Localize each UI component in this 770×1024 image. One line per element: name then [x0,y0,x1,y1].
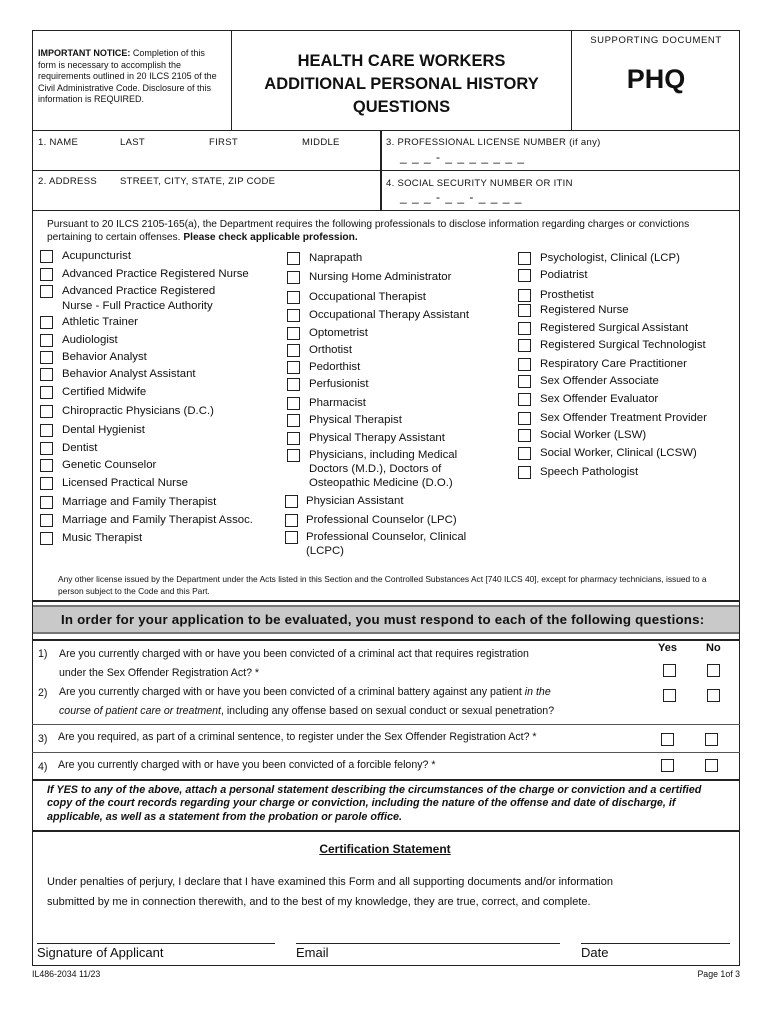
checkbox[interactable] [40,496,53,509]
question-number: 4) [38,761,48,773]
checkbox[interactable] [518,252,531,265]
checkbox[interactable] [40,386,53,399]
q3-no-checkbox[interactable] [705,733,718,746]
important-notice [32,30,232,131]
license-number-label: 3. PROFESSIONAL LICENSE NUMBER (if any) [386,137,601,148]
checkbox[interactable] [40,514,53,527]
profession-label: Licensed Practical Nurse [62,477,188,489]
supporting-document-label: SUPPORTING DOCUMENT [590,35,722,46]
form-title [232,30,572,131]
checkbox[interactable] [287,414,300,427]
profession-label: Advanced Practice Registered [62,285,216,297]
question-divider [32,752,740,753]
profession-label: Naprapath [309,252,363,264]
if-yes-instructions [47,784,727,824]
question-text: under the Sex Offender Registration Act? * [59,667,260,679]
profession-label: Sex Offender Evaluator [540,393,659,405]
checkbox[interactable] [287,309,300,322]
checkbox[interactable] [40,532,53,545]
checkbox[interactable] [518,339,531,352]
email-line[interactable] [296,943,560,944]
profession-label: Acupuncturist [62,250,132,262]
certification-line: submitted by me in connection therewith, and to the best of my knowledge, they are true, correct, and complete. [47,896,591,908]
profession-label: Dental Hygienist [62,424,145,436]
profession-label: Psychologist, Clinical (LCP) [540,252,680,264]
profession-label: Social Worker (LSW) [540,429,647,441]
form-id: IL486-2034 11/23 [32,969,101,979]
checkbox[interactable] [518,358,531,371]
profession-label: Athletic Trainer [62,316,138,328]
date-label: Date [581,945,609,960]
q4-yes-checkbox[interactable] [661,759,674,772]
signature-label: Signature of Applicant [37,945,164,960]
section-divider [32,779,740,781]
title-line-1: HEALTH CARE WORKERS [297,52,506,70]
profession-label: Professional Counselor, Clinical [306,531,467,543]
address-label: 2. ADDRESS [38,176,97,187]
profession-label: Physical Therapist [309,414,402,426]
profession-label: Orthotist [309,344,353,356]
field-divider [380,131,382,171]
checkbox[interactable] [518,447,531,460]
if-yes-emphasis: YES [56,784,79,796]
question-number: 3) [38,733,48,745]
profession-label: Social Worker, Clinical (LCSW) [540,447,697,459]
checkbox[interactable] [287,432,300,445]
profession-label: Professional Counselor (LPC) [306,514,457,526]
checkbox[interactable] [518,289,531,302]
checkbox[interactable] [40,316,53,329]
checkbox[interactable] [40,424,53,437]
title-line-2: ADDITIONAL PERSONAL HISTORY [264,75,539,93]
title-line-3: QUESTIONS [352,98,451,116]
certification-title: Certification Statement [319,842,451,856]
profession-label: Prosthetist [540,289,594,301]
checkbox[interactable] [518,322,531,335]
question-number: 2) [38,687,48,699]
notice-heading: IMPORTANT NOTICE: [38,48,131,58]
ssn-field[interactable]: _ _ _ - _ _ - _ _ _ _ [400,190,523,204]
profession-label: Perfusionist [309,378,369,390]
date-line[interactable] [581,943,730,944]
profession-label: Sex Offender Treatment Provider [540,412,707,424]
profession-label: Audiologist [62,334,118,346]
checkbox[interactable] [40,250,53,263]
questions-header: In order for your application to be evaluated, you must respond to each of the following questions: [33,605,739,634]
profession-label: Physicians, including Medical [309,449,458,461]
profession-label: Chiropractic Physicians (D.C.) [62,405,214,417]
first-name-label: FIRST [209,137,238,148]
profession-label: Behavior Analyst [62,351,147,363]
question-4: Are you currently charged with or have you been convicted of a forcible felony? * [58,759,436,771]
profession-label: Marriage and Family Therapist [62,496,217,508]
checkbox[interactable] [518,393,531,406]
q2-yes-checkbox[interactable] [663,689,676,702]
checkbox[interactable] [518,304,531,317]
checkbox[interactable] [40,351,53,364]
intro-instruction: Please check applicable profession. [183,232,358,243]
address-parts-label: STREET, CITY, STATE, ZIP CODE [120,176,276,187]
certification-line: Under penalties of perjury, I declare that I have examined this Form and all supporting documents and/or information [47,876,613,888]
middle-name-label: MIDDLE [302,137,340,148]
checkbox[interactable] [40,334,53,347]
profession-label: Registered Surgical Technologist [540,339,706,351]
email-label: Email [296,945,329,960]
certification-statement [47,872,727,912]
other-license-note: Any other license issued by the Department under the Acts listed in this Section and the Controlled Substances Act [740 ILCS 40], except for pharmacy technicians, issued to a person subject to the Code and this Part. [58,574,707,596]
question-number: 1) [38,648,48,660]
if-yes-text: to any of the above, attach a personal statement describing the circumstances of the charge or conviction and a certified copy of the court records regarding your charge or conviction, including the nature of the offense and date of discharge, if applicable, as well as a statement from the probation or parole office. [47,784,702,823]
profession-label: Respiratory Care Practitioner [540,358,687,370]
q1-no-checkbox[interactable] [707,664,720,677]
profession-label: Marriage and Family Therapist Assoc. [62,514,253,526]
question-text-italic: course of patient care or treatment [59,705,221,717]
yes-column-label: Yes [658,642,677,654]
profession-label: Behavior Analyst Assistant [62,368,196,380]
checkbox[interactable] [40,285,53,298]
question-text: , including any offense based on sexual conduct or sexual penetration? [220,705,555,717]
checkbox[interactable] [287,252,300,265]
profession-label: Pedorthist [309,361,361,373]
q1-yes-checkbox[interactable] [663,664,676,677]
last-name-label: LAST [120,137,145,148]
checkbox[interactable] [518,412,531,425]
q4-no-checkbox[interactable] [705,759,718,772]
intro-text: Pursuant to 20 ILCS 2105-165(a), the Department requires the following professionals to disclose information regarding charges or convictions pertaining to certain offenses. [47,219,690,243]
profession-intro [47,218,732,244]
checkbox[interactable] [287,397,300,410]
checkbox[interactable] [285,514,298,527]
checkbox[interactable] [518,375,531,388]
section-divider [32,830,740,832]
notice-text: Completion of this form is necessary to accomplish the requirements outlined in 20 ILCS 2105 of the Civil Administrative Code. Disclosure of this information is REQUIRED. [38,48,217,105]
checkbox[interactable] [518,429,531,442]
form-header [32,30,740,131]
checkbox[interactable] [287,327,300,340]
checkbox[interactable] [287,449,300,462]
checkbox[interactable] [287,361,300,374]
address-ssn-row [32,171,740,211]
profession-label: Physical Therapy Assistant [309,432,445,444]
profession-label: Optometrist [309,327,368,339]
page-number: Page 1of 3 [697,969,740,979]
checkbox[interactable] [40,459,53,472]
no-column-label: No [706,642,721,654]
question-divider [32,724,740,725]
q2-no-checkbox[interactable] [707,689,720,702]
checkbox[interactable] [40,268,53,281]
section-divider [32,639,740,641]
profession-label: Sex Offender Associate [540,375,659,387]
checkbox[interactable] [40,405,53,418]
profession-label: Doctors (M.D.), Doctors of [309,463,442,475]
profession-label: Nursing Home Administrator [309,271,452,283]
profession-label: Certified Midwife [62,386,147,398]
profession-label: Genetic Counselor [62,459,157,471]
checkbox[interactable] [518,466,531,479]
profession-label: Osteopathic Medicine (D.O.) [309,477,453,489]
profession-label: Registered Surgical Assistant [540,322,689,334]
profession-label: Advanced Practice Registered Nurse [62,268,249,280]
signature-line[interactable] [37,943,275,944]
question-3: Are you required, as part of a criminal sentence, to register under the Sex Offender Registration Act? * [58,731,537,743]
question-1 [59,645,649,683]
profession-label: Speech Pathologist [540,466,639,478]
checkbox[interactable] [40,477,53,490]
checkbox[interactable] [285,495,298,508]
checkbox[interactable] [40,368,53,381]
question-text: Are you currently charged with or have you been convicted of a criminal battery against any patient [59,686,525,698]
if-yes-pre: If [47,784,57,796]
name-label: 1. NAME [38,137,79,148]
ssn-label: 4. SOCIAL SECURITY NUMBER OR ITIN [386,178,573,189]
field-divider [380,171,382,211]
checkbox[interactable] [287,378,300,391]
checkbox[interactable] [287,271,300,284]
question-text: Are you currently charged with or have you been convicted of a criminal act that requires registration [59,648,529,660]
checkbox[interactable] [518,269,531,282]
document-code: PHQ [626,64,686,94]
checkbox[interactable] [285,531,298,544]
profession-label: Occupational Therapy Assistant [309,309,469,321]
checkbox[interactable] [287,291,300,304]
profession-label: Physician Assistant [306,495,404,507]
section-divider [32,600,740,602]
profession-label: Nurse - Full Practice Authority [62,300,213,312]
checkbox[interactable] [40,442,53,455]
question-text-italic: in the [524,686,551,698]
profession-label: Registered Nurse [540,304,629,316]
name-license-row [32,131,740,171]
profession-label: Dentist [62,442,98,454]
document-code-box [572,30,740,131]
profession-label: Music Therapist [62,532,143,544]
question-2 [59,683,659,721]
profession-label: Occupational Therapist [309,291,426,303]
profession-label: Podiatrist [540,269,588,281]
profession-label: (LCPC) [306,545,344,557]
license-number-field[interactable]: _ _ _ - _ _ _ _ _ _ _ [400,150,526,164]
profession-label: Pharmacist [309,397,366,409]
q3-yes-checkbox[interactable] [661,733,674,746]
checkbox[interactable] [287,344,300,357]
